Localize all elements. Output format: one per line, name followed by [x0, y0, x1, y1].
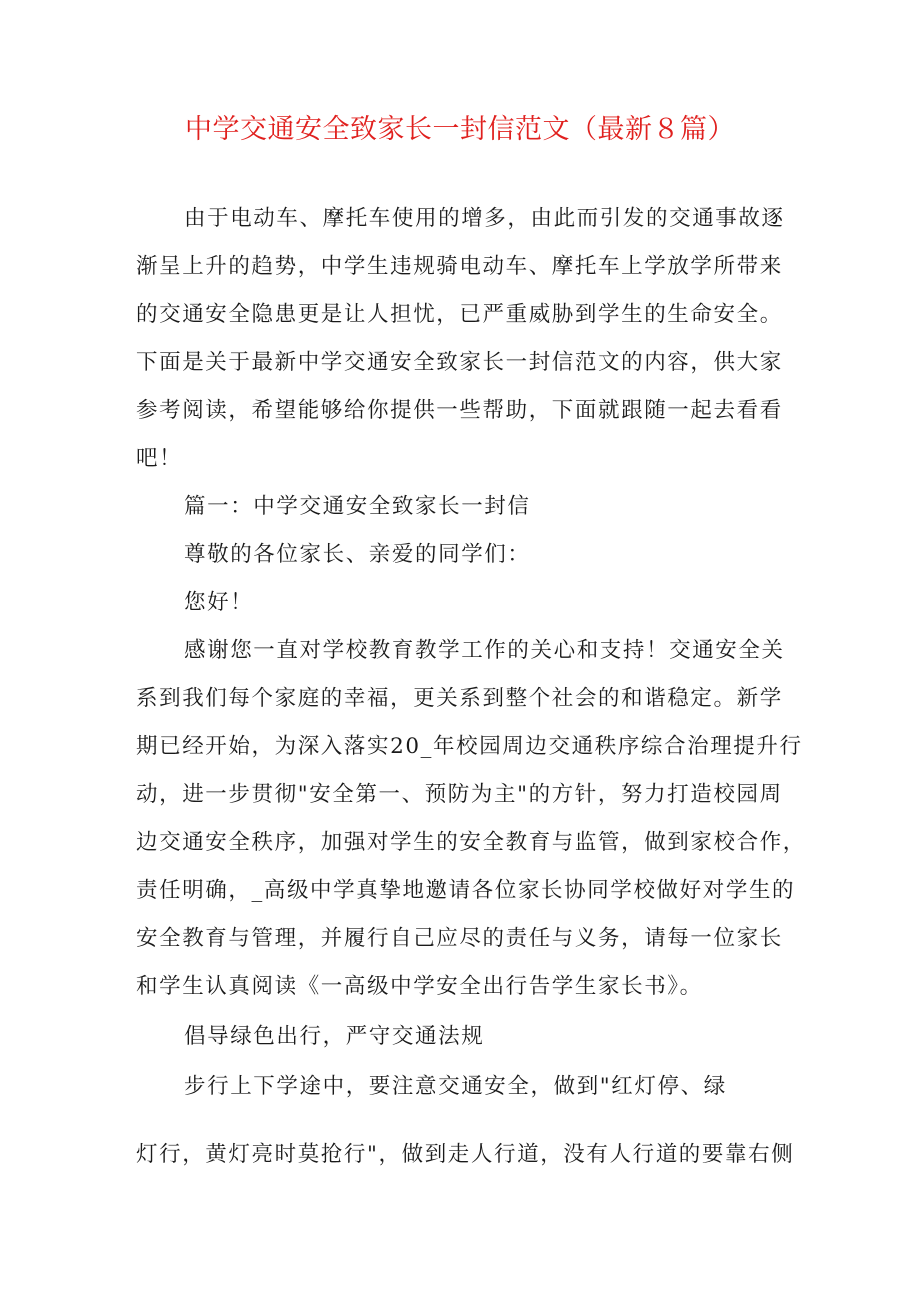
paragraph-line: 的交通安全隐患更是让人担忧，已严重威胁到学生的生命安全。: [136, 302, 783, 327]
paragraph-line: 动，进一步贯彻"安全第一、预防为主"的方针，努力打造校园周: [136, 782, 783, 807]
document-title: 中学交通安全致家长一封信范文（最新８篇）: [185, 114, 735, 145]
paragraph-line: 边交通安全秩序，加强对学生的安全教育与监管，做到家校合作，: [136, 830, 806, 855]
section-heading: 篇一：中学交通安全致家长一封信: [184, 494, 531, 519]
paragraph-line: 灯行，黄灯亮时莫抢行"，做到走人行道，没有人行道的要靠右侧: [136, 1142, 795, 1167]
salutation: 尊敬的各位家长、亲爱的同学们：: [184, 542, 531, 567]
paragraph-line: 下面是关于最新中学交通安全致家长一封信范文的内容，供大家: [136, 350, 783, 375]
paragraph-line: 吧！: [136, 446, 183, 471]
paragraph-line: 和学生认真阅读《一高级中学安全出行告学生家长书》。: [136, 974, 703, 999]
paragraph-line: 安全教育与管理，并履行自己应尽的责任与义务，请每一位家长: [136, 926, 783, 951]
paragraph-line: 期已经开始，为深入落实20_年校园周边交通秩序综合治理提升行: [136, 734, 803, 759]
paragraph-line: 感谢您一直对学校教育教学工作的关心和支持！交通安全关: [184, 638, 785, 663]
paragraph-line: 系到我们每个家庭的幸福，更关系到整个社会的和谐稳定。新学: [136, 686, 783, 711]
paragraph-line: 步行上下学途中，要注意交通安全，做到"红灯停、绿: [184, 1074, 727, 1099]
subheading: 倡导绿色出行，严守交通法规: [184, 1024, 485, 1049]
greeting: 您好！: [184, 590, 254, 615]
paragraph-line: 由于电动车、摩托车使用的增多，由此而引发的交通事故逐: [184, 206, 785, 231]
paragraph-line: 渐呈上升的趋势，中学生违规骑电动车、摩托车上学放学所带来: [136, 254, 783, 279]
paragraph-line: 责任明确，_高级中学真挚地邀请各位家长协同学校做好对学生的: [136, 878, 796, 903]
paragraph-line: 参考阅读，希望能够给你提供一些帮助，下面就跟随一起去看看: [136, 398, 783, 423]
